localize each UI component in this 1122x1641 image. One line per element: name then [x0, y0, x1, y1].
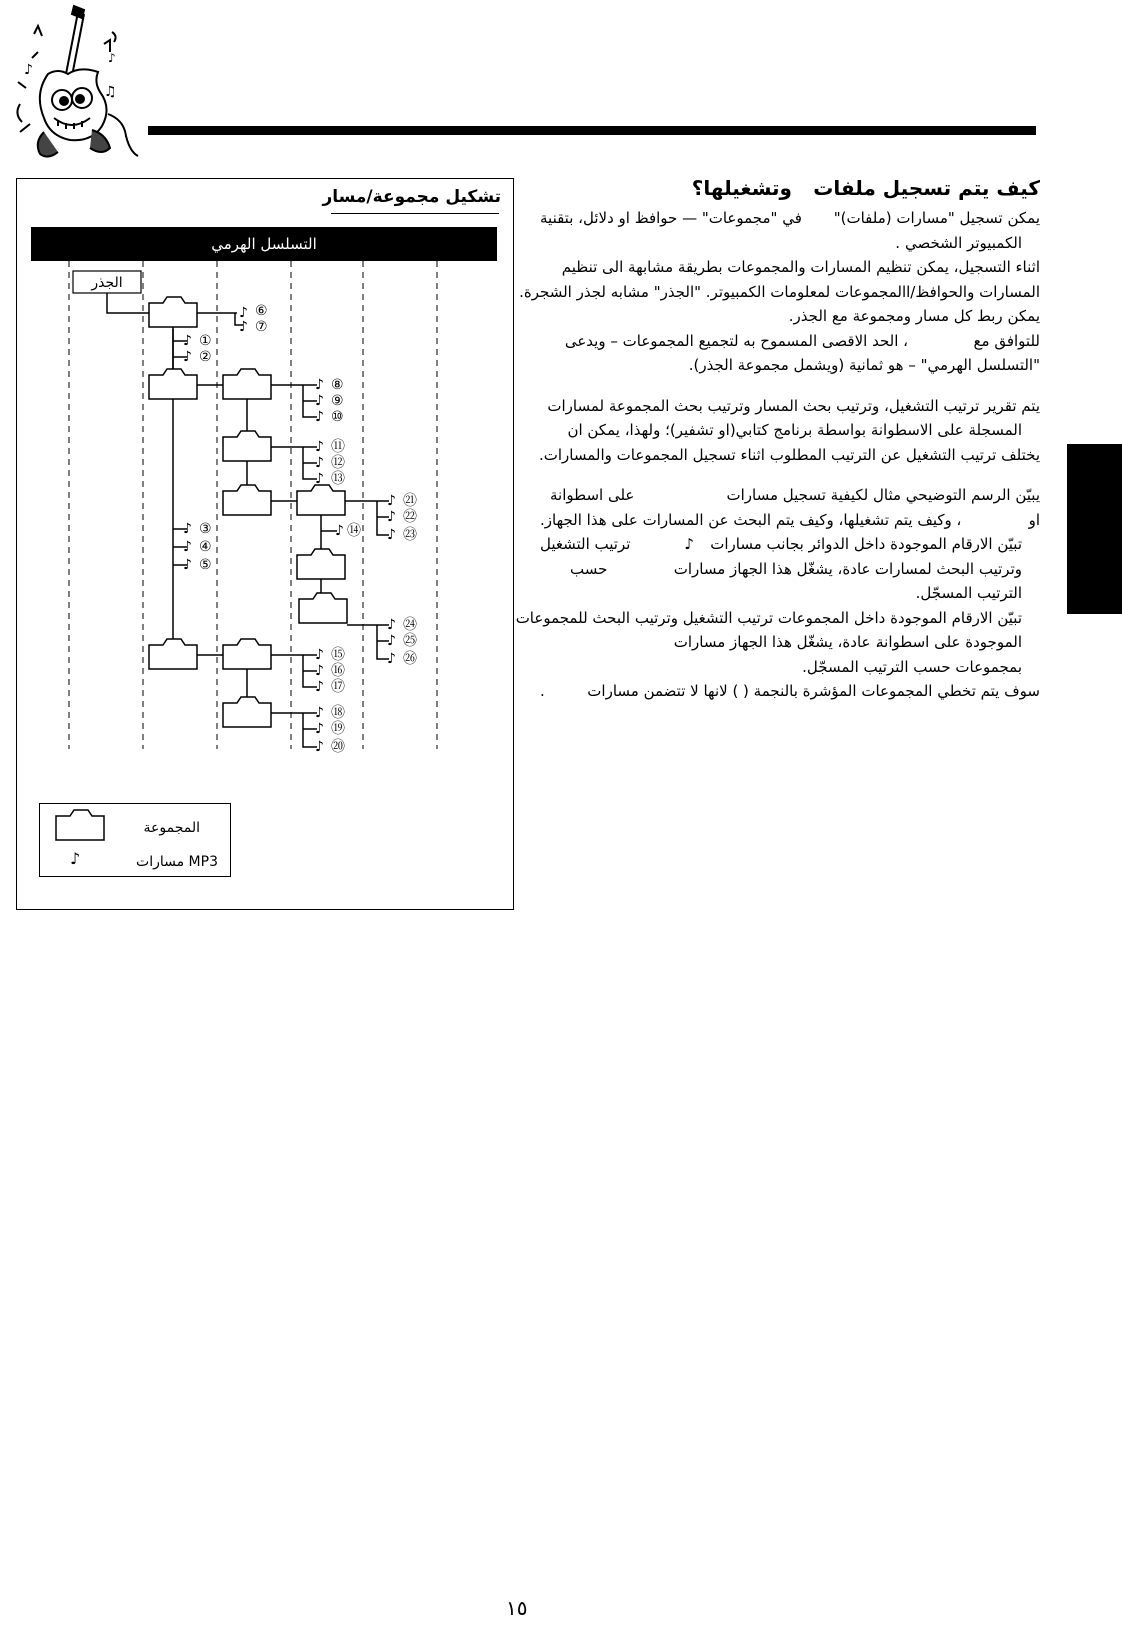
music-note-icon: ♪ [335, 523, 344, 539]
music-note-icon: ♪ [239, 305, 248, 321]
hierarchy-bar: التسلسل الهرمي [31, 227, 497, 261]
svg-text:⑱: ⑱ [331, 705, 345, 721]
folder-icon [223, 485, 271, 515]
svg-text:♫: ♫ [104, 84, 117, 100]
svg-text:③: ③ [199, 521, 212, 537]
svg-text:㉓: ㉓ [403, 527, 417, 543]
music-note-icon: ♪ [315, 377, 324, 393]
music-note-icon: ♪ [183, 557, 192, 573]
svg-text:⑲: ⑲ [331, 721, 345, 737]
top-rule [148, 126, 1036, 135]
text-line: يبيّن الرسم التوضيحي مثال لكيفية تسجيل مسارات على اسطوانة [550, 486, 1040, 504]
section-heading [540, 176, 1040, 206]
note-line: تبيّن الارقام الموجودة داخل المجموعات ترتيب التشغيل وترتيب البحث للمجموعات [515, 608, 1022, 627]
music-note-icon: ♪ [387, 509, 396, 525]
folder-icon [223, 431, 271, 461]
folder-icon [149, 369, 197, 399]
legend-track-label: مسارات MP3 [136, 854, 218, 870]
svg-text:⑥: ⑥ [255, 303, 268, 319]
svg-text:⑪: ⑪ [331, 439, 345, 455]
svg-text:⑦: ⑦ [255, 319, 268, 335]
svg-text:⑬: ⑬ [331, 471, 345, 487]
music-note-icon: ♪ [315, 647, 324, 663]
side-tab [1067, 444, 1122, 614]
svg-text:④: ④ [199, 539, 212, 555]
music-note-icon: ♪ [387, 493, 396, 509]
svg-text:㉑: ㉑ [403, 493, 417, 509]
svg-text:⑮: ⑮ [331, 647, 345, 663]
svg-text:⑯: ⑯ [331, 663, 345, 679]
svg-text:♪: ♪ [24, 62, 33, 78]
svg-text:㉖: ㉖ [403, 651, 417, 667]
page-number: ١٥ [506, 1596, 528, 1620]
music-note-icon: ♪ [239, 319, 248, 335]
music-note-icon: ♪ [183, 349, 192, 365]
text-line: "التسلسل الهرمي" – هو ثمانية (ويشمل مجموعة الجذر). [688, 356, 1040, 374]
music-note-icon: ♪ [183, 333, 192, 349]
text-line: يمكن تسجيل "مسارات (ملفات)" في "مجموعات" — حوافظ او دلائل، بتقنية [540, 209, 1040, 227]
note-line: الموجودة على اسطوانة . عادة، يشغّل هذا الجهاز مسارات [673, 633, 1022, 651]
music-note-icon: ♪ [315, 663, 324, 679]
folder-icon [223, 639, 271, 669]
music-note-icon: ♪ [684, 535, 694, 553]
music-note-icon: ♪ [315, 409, 324, 425]
svg-text:♪: ♪ [108, 51, 116, 65]
text-line: المسارات والحوافظ/االمجموعات لمعلومات الكمبيوتر. "الجذر" مشابه لجذر الشجرة. [519, 282, 1040, 301]
text-line: او ، وكيف يتم تشغيلها، وكيف يتم البحث عن المسارات على هذا الجهاز. [540, 510, 1040, 529]
svg-text:⑰: ⑰ [331, 679, 345, 695]
guitar-mascot-illustration [8, 4, 140, 164]
folder-icon [297, 485, 345, 515]
music-note-icon: ♪ [183, 539, 192, 555]
music-note-icon: ♪ [315, 439, 324, 455]
folder-icon [149, 297, 197, 327]
legend-group-label: المجموعة [143, 820, 200, 836]
note-line: سوف يتم تخطي المجموعات المؤشرة بالنجمة ( ) لانها لا تتضمن مسارات . [540, 682, 1040, 700]
heading-part-right: كيف يتم تسجيل ملفات [813, 176, 1040, 200]
text-line: اثناء التسجيل، يمكن تنظيم المسارات والمجموعات بطريقة مشابهة الى تنظيم [561, 258, 1040, 276]
text-line: يتم تقرير ترتيب التشغيل، وترتيب بحث المسار وترتيب بحث المجموعة لمسارات [547, 396, 1040, 415]
note-line: الترتيب المسجّل. [915, 584, 1022, 602]
svg-text:㉕: ㉕ [403, 633, 417, 649]
music-note-icon: ♪ [387, 527, 396, 543]
svg-text:⑭: ⑭ [347, 523, 361, 539]
music-note-icon: ♪ [315, 393, 324, 409]
text-line: يختلف ترتيب التشغيل عن الترتيب المطلوب اثناء تسجيل المجموعات والمسارات. [538, 445, 1040, 464]
folder-icon [56, 810, 104, 840]
music-note-icon: ♪ [387, 651, 396, 667]
text-line: للتوافق مع ، الحد الاقصى المسموح به لتجميع المجموعات – ويدعى [564, 331, 1040, 350]
folder-icon [149, 639, 197, 669]
text-line: المسجلة على الاسطوانة بواسطة برنامج كتابي(او تشفير)؛ ولهذا، يمكن ان [567, 421, 1022, 439]
svg-text:⑳: ⑳ [331, 739, 345, 755]
figure-box [16, 178, 514, 910]
music-note-icon: ♪ [315, 739, 324, 755]
music-note-icon: ♪ [387, 617, 396, 633]
svg-text:⑤: ⑤ [199, 557, 212, 573]
root-label: الجذر [91, 275, 123, 291]
legend-graphics [40, 804, 230, 876]
music-note-icon: ♪ [315, 705, 324, 721]
folder-icon [297, 549, 345, 579]
music-note-icon: ♪ [183, 521, 192, 537]
svg-text:①: ① [199, 333, 212, 349]
text-line: الكمبيوتر الشخصي . [895, 233, 1022, 252]
folder-icon [299, 593, 347, 623]
svg-text:㉒: ㉒ [403, 509, 417, 525]
svg-text:㉔: ㉔ [403, 617, 417, 633]
music-note-icon: ♪ [315, 679, 324, 695]
music-note-icon: ♪ [70, 849, 81, 868]
figure-title: تشكيل مجموعة/مسار [322, 187, 501, 207]
music-note-icon: ♪ [387, 633, 396, 649]
heading-part-left: وتشغيلها؟ [691, 176, 792, 200]
music-note-icon: ♪ [315, 471, 324, 487]
body-text-column [515, 176, 1040, 704]
hierarchy-tree-diagram [17, 179, 513, 909]
svg-text:⑧: ⑧ [331, 377, 344, 393]
music-note-icon: ♪ [315, 455, 324, 471]
music-note-icon: ♪ [315, 721, 324, 737]
folder-icon [223, 369, 271, 399]
svg-text:⑩: ⑩ [331, 409, 344, 425]
note-line: بمجموعات حسب الترتيب المسجّل. [802, 657, 1022, 676]
svg-text:⑨: ⑨ [331, 393, 344, 409]
svg-text:⑫: ⑫ [331, 455, 345, 471]
legend-box [39, 803, 231, 877]
note-line: تبيّن الارقام الموجودة داخل الدوائر بجانب مسارات ♪ ترتيب التشغيل [540, 532, 1040, 557]
folder-icon [223, 697, 271, 727]
note-line: وترتيب البحث لمسارات . عادة، يشغّل هذا الجهاز مسارات حسب [570, 559, 1022, 578]
text-line: يمكن ربط كل مسار ومجموعة مع الجذر. [788, 307, 1040, 325]
svg-text:②: ② [199, 349, 212, 365]
